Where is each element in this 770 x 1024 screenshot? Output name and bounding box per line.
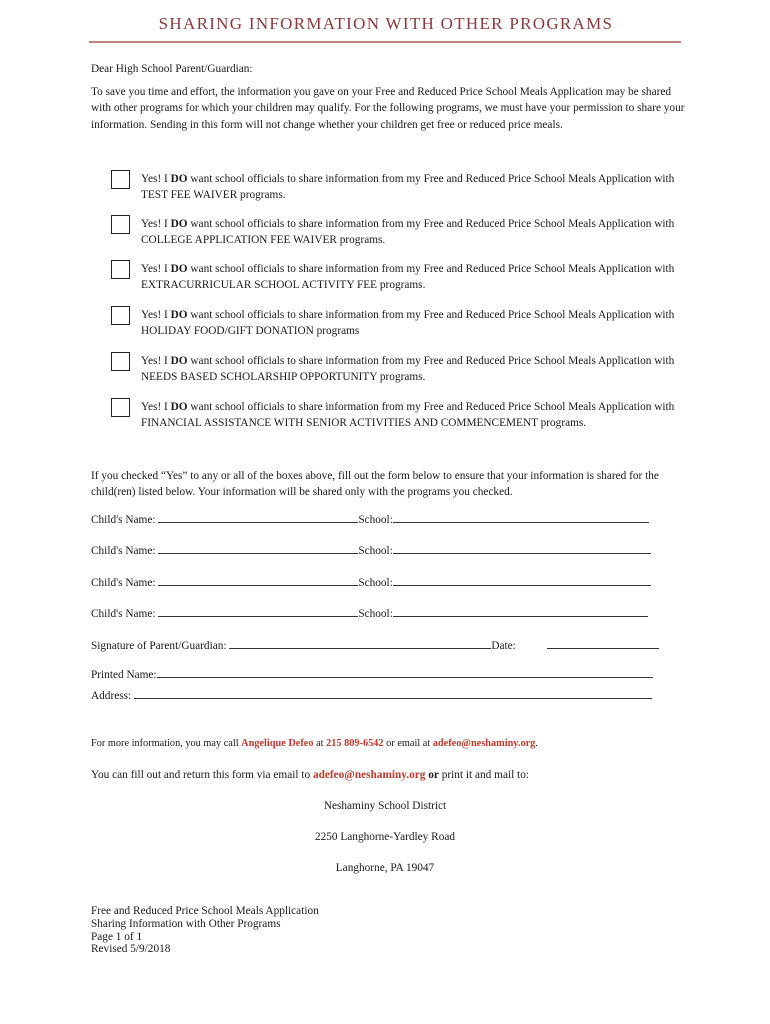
date-field[interactable] <box>547 637 659 649</box>
checkbox[interactable] <box>111 306 130 325</box>
contact-name: Angelique Defeo <box>241 738 314 749</box>
printed-name-field[interactable] <box>157 666 653 678</box>
child-name-label: Child's Name: <box>91 545 156 557</box>
contact-text: . <box>535 738 538 749</box>
mail-text: print it and mail to: <box>438 769 529 781</box>
child-name-field[interactable] <box>158 605 358 617</box>
address-line-2: 2250 Langhorne-Yardley Road <box>314 831 456 843</box>
address-label: Address: <box>91 690 132 702</box>
child-school-row <box>91 574 651 590</box>
page-title: SHARING INFORMATION WITH OTHER PROGRAMS <box>158 14 614 33</box>
contact-text: For more information, you may call <box>91 738 242 749</box>
child-name-field[interactable] <box>158 574 358 586</box>
checkbox[interactable] <box>111 215 130 234</box>
school-label: School: <box>358 514 393 526</box>
address-row <box>91 687 652 703</box>
child-name-field[interactable] <box>158 511 358 523</box>
mail-email-link[interactable]: adefeo@neshaminy.org <box>312 769 426 781</box>
school-field[interactable] <box>393 511 649 523</box>
printed-name-row <box>91 666 653 682</box>
address-field[interactable] <box>134 687 652 699</box>
school-label: School: <box>358 608 393 620</box>
title-divider <box>89 41 681 43</box>
child-school-row <box>91 605 648 621</box>
greeting: Dear High School Parent/Guardian: <box>91 63 253 75</box>
child-school-row <box>91 511 649 527</box>
signature-row <box>91 637 659 653</box>
contact-text: at <box>313 738 327 749</box>
child-name-label: Child's Name: <box>91 514 156 526</box>
option-text: Yes! I DO want school officials to share information from my Free and Reduced Price School Meals Application with NEEDS BASED SCHOLARSHIP OPPORTUNITY programs. <box>141 355 675 384</box>
checkbox[interactable] <box>111 260 130 279</box>
child-name-label: Child's Name: <box>91 577 156 589</box>
mail-instructions <box>91 769 529 781</box>
option-text: Yes! I DO want school officials to share information from my Free and Reduced Price School Meals Application with EXTRACURRICULAR SCHOOL ACTIVITY FEE programs. <box>141 263 675 292</box>
date-label: Date: <box>491 640 516 652</box>
school-label: School: <box>358 577 393 589</box>
school-field[interactable] <box>393 542 651 554</box>
mail-or: or <box>425 769 439 781</box>
checkbox[interactable] <box>111 352 130 371</box>
option-text: Yes! I DO want school officials to share information from my Free and Reduced Price School Meals Application with HOLIDAY FOOD/GIFT DONATION programs <box>141 309 675 338</box>
intro-paragraph: To save you time and effort, the information you gave on your Free and Reduced Price School Meals Application may be shared with other programs for which your children may qualify. For the following programs, we must have your permission to share your information. Sending in this form will not change whether your children get free or reduced price meals. <box>91 86 685 131</box>
contact-text: or email at <box>383 738 433 749</box>
school-field[interactable] <box>393 574 651 586</box>
signature-label: Signature of Parent/Guardian: <box>91 640 227 652</box>
footer-line: Page 1 of 1 <box>91 930 143 943</box>
child-name-label: Child's Name: <box>91 608 156 620</box>
address-line-1: Neshaminy School District <box>323 800 447 812</box>
contact-phone: 215 809-6542 <box>326 738 384 749</box>
contact-email-link[interactable]: adefeo@neshaminy.org <box>432 738 536 749</box>
contact-info <box>91 738 538 749</box>
option-text: Yes! I DO want school officials to share information from my Free and Reduced Price School Meals Application with FINANCIAL ASSISTANCE WITH SENIOR ACTIVITIES AND COMMENCEMENT programs. <box>141 401 675 430</box>
footer-line: Free and Reduced Price School Meals Application <box>91 905 319 917</box>
footer-line: Revised 5/9/2018 <box>91 943 171 956</box>
school-label: School: <box>358 545 393 557</box>
checkbox[interactable] <box>111 398 130 417</box>
mail-text: You can fill out and return this form via email to <box>91 769 313 781</box>
footer-line: Sharing Information with Other Programs <box>91 917 281 930</box>
address-line-3: Langhorne, PA 19047 <box>335 862 435 874</box>
printed-name-label: Printed Name: <box>91 669 157 681</box>
signature-field[interactable] <box>229 637 491 649</box>
child-school-row <box>91 542 651 558</box>
checkbox[interactable] <box>111 170 130 189</box>
child-name-field[interactable] <box>158 542 358 554</box>
instructions-paragraph: If you checked “Yes” to any or all of the boxes above, fill out the form below to ensure that your information is shared for the child(ren) listed below. Your information will be shared only with the programs you checked. <box>91 470 659 499</box>
school-field[interactable] <box>393 605 648 617</box>
option-text: Yes! I DO want school officials to share information from my Free and Reduced Price School Meals Application with TEST FEE WAIVER programs. <box>141 173 675 202</box>
option-text: Yes! I DO want school officials to share information from my Free and Reduced Price School Meals Application with COLLEGE APPLICATION FEE WAIVER programs. <box>141 218 675 247</box>
page-footer <box>91 905 319 956</box>
